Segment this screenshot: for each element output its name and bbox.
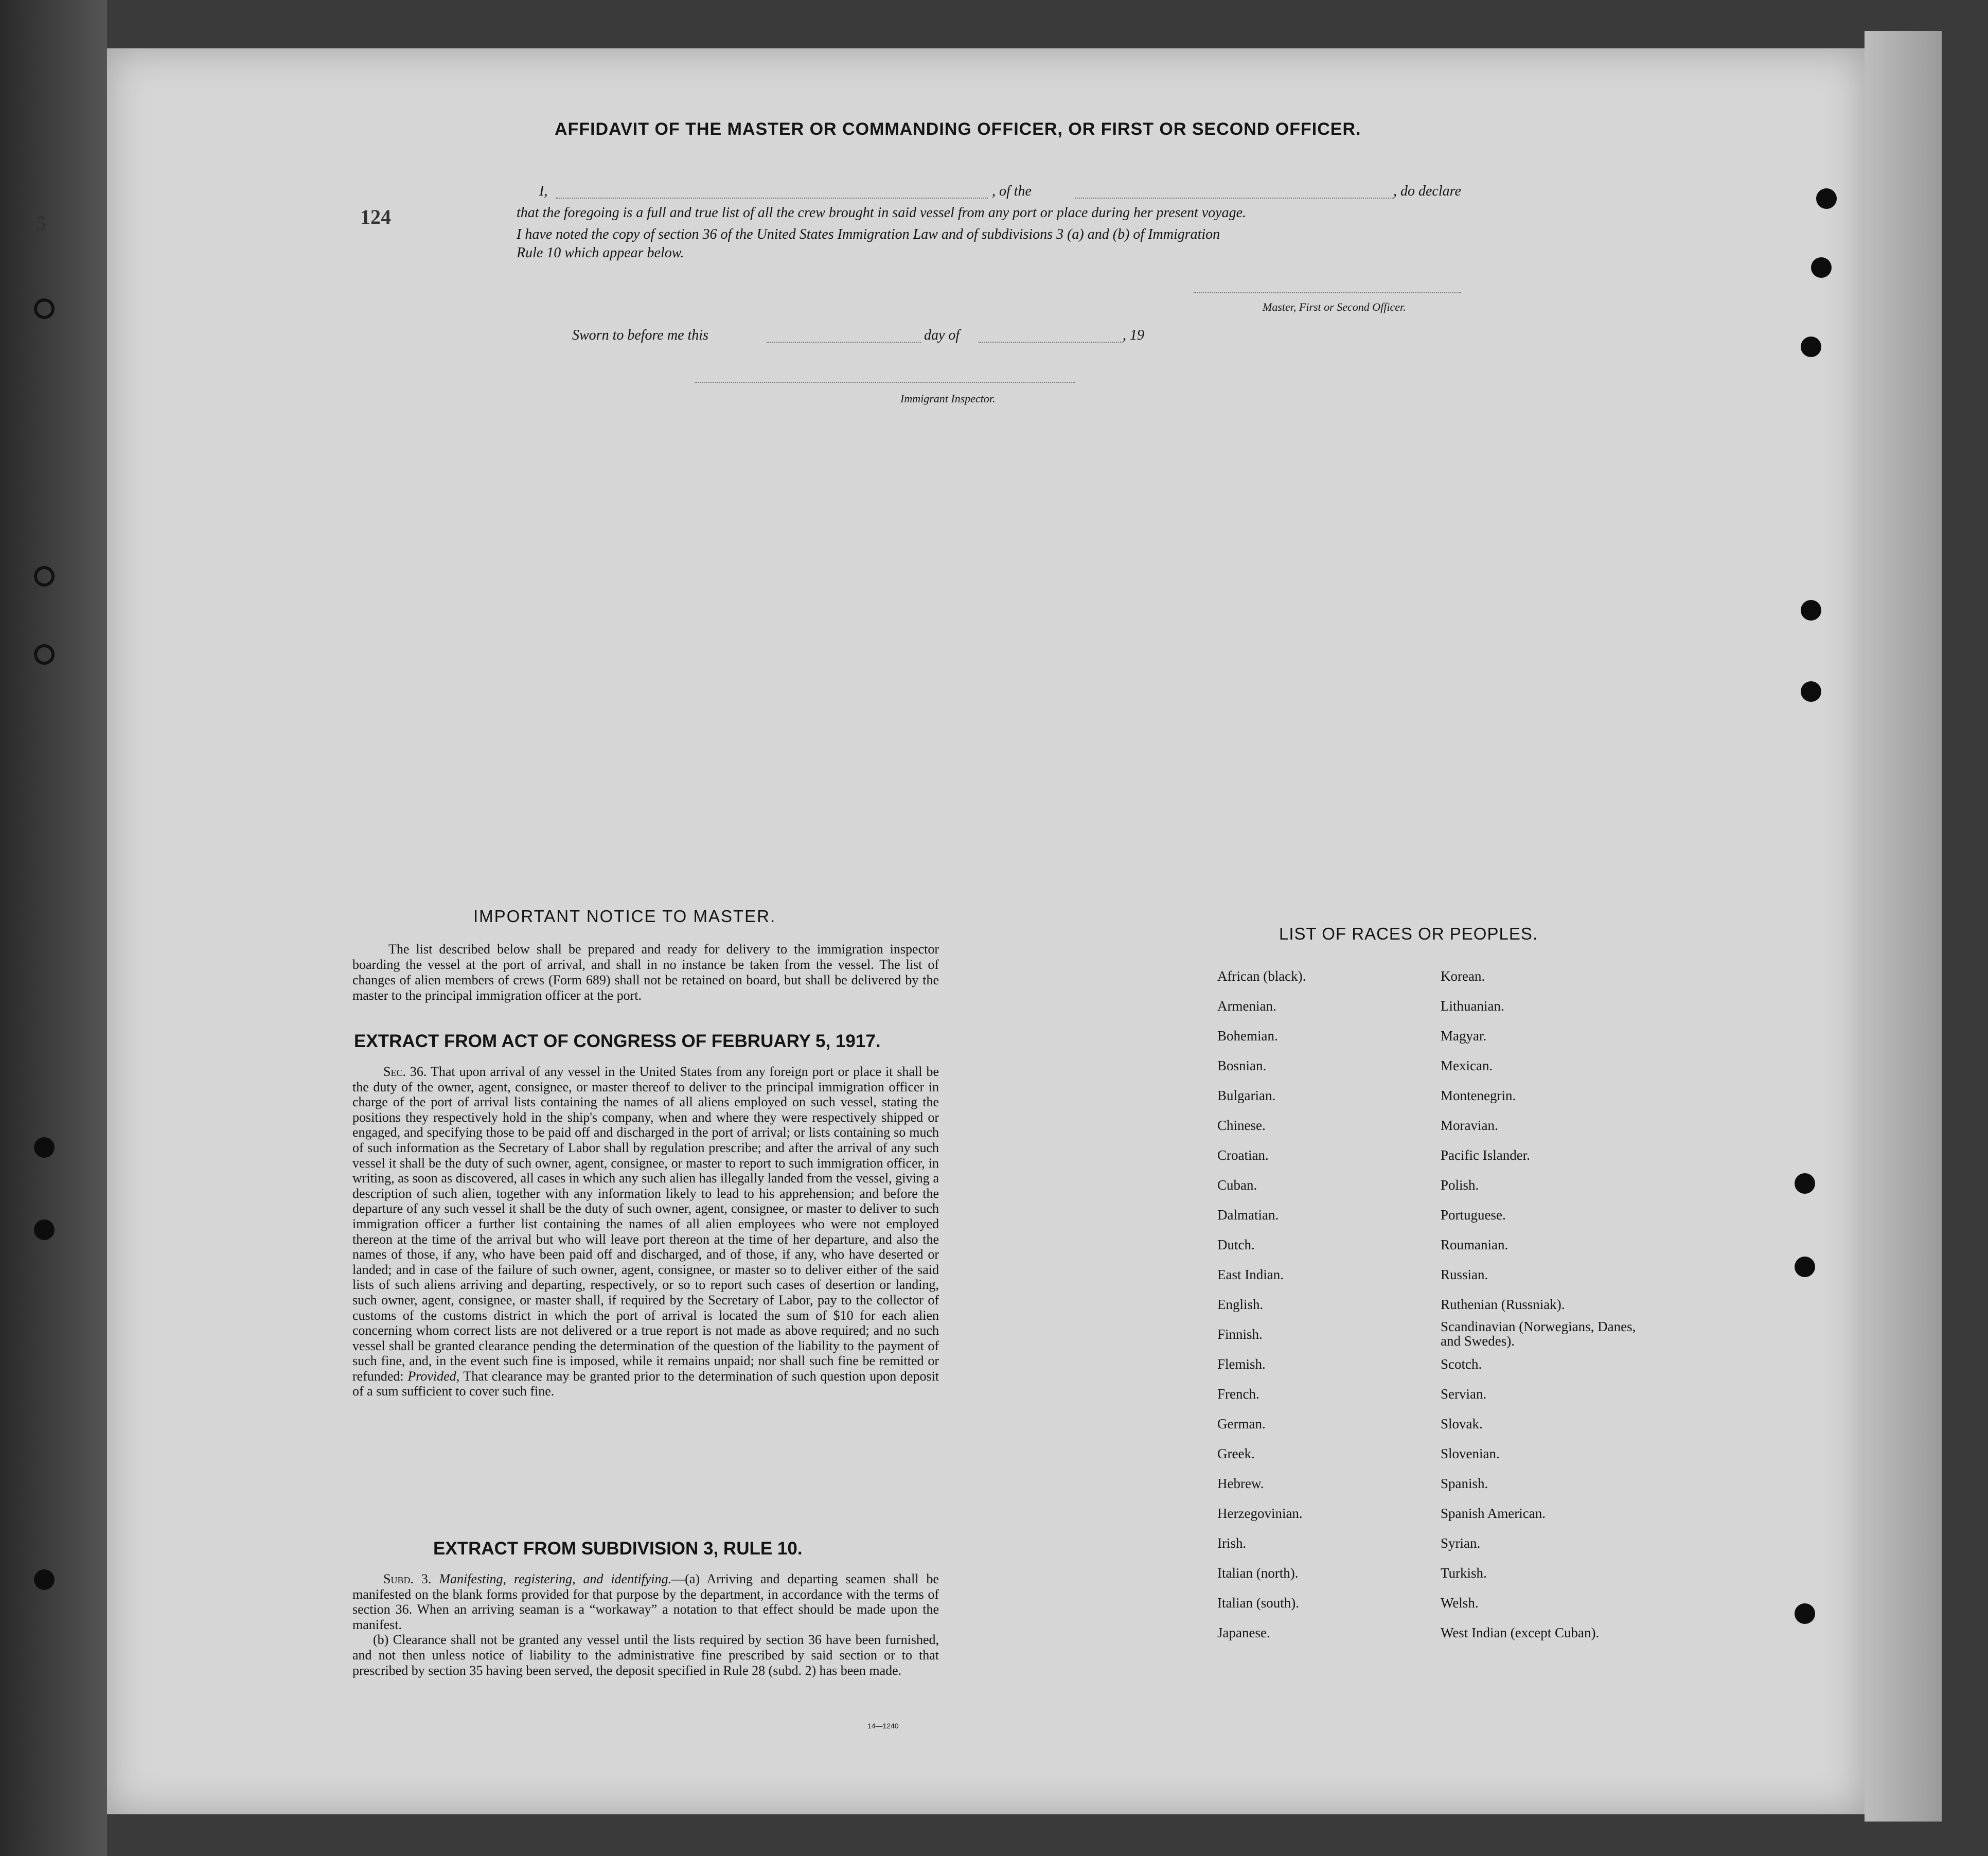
- race-item: African (black).: [1217, 968, 1306, 984]
- race-item: East Indian.: [1217, 1267, 1284, 1282]
- race-item: Croatian.: [1217, 1147, 1269, 1163]
- race-item: Syrian.: [1441, 1535, 1481, 1551]
- race-item: Scandinavian (Norwegians, Danes, and Swedes).: [1441, 1319, 1636, 1349]
- subd-para-a: [352, 1571, 939, 1632]
- race-item: Magyar.: [1441, 1028, 1487, 1044]
- subd-heading: Manifesting, registering, and identifying.: [439, 1571, 672, 1586]
- extract2-body: [352, 1571, 939, 1678]
- sworn-year: , 19: [1123, 327, 1144, 343]
- affidavit-line1-prefix: I,: [539, 183, 548, 199]
- race-item: Dalmatian.: [1217, 1207, 1279, 1223]
- race-item: Cuban.: [1217, 1177, 1257, 1193]
- punch-hole: [34, 298, 55, 319]
- subd-b-label: (b): [373, 1632, 389, 1648]
- master-label: Master, First or Second Officer.: [1263, 301, 1406, 313]
- race-item: Italian (south).: [1217, 1595, 1299, 1611]
- name-blank: [556, 198, 988, 199]
- side-mark: 5: [36, 211, 46, 235]
- subd-para-b-text: Clearance shall not be granted any vessel until the lists required by section 36 have been furnished, and not then unless notice of liability to the administrative fine prescribed by said section or to that prescribed by section 35 having been served, the deposit specified in Rule 28 (subd. 2) has been made.: [352, 1632, 939, 1678]
- notice-title: IMPORTANT NOTICE TO MASTER.: [473, 907, 776, 926]
- race-item: Russian.: [1441, 1267, 1488, 1282]
- inspector-label: Immigrant Inspector.: [900, 392, 996, 405]
- provided-word: Provided,: [407, 1368, 460, 1384]
- punch-hole: [1811, 257, 1832, 278]
- master-signature-line: [1194, 292, 1461, 293]
- punch-hole: [1816, 188, 1837, 209]
- extract1-body: [352, 1064, 939, 1399]
- extract1-title: EXTRACT FROM ACT OF CONGRESS OF FEBRUARY 5, 1917.: [354, 1031, 881, 1051]
- race-item: Flemish.: [1217, 1356, 1266, 1372]
- punch-hole: [34, 1219, 55, 1240]
- punch-hole: [1795, 1257, 1815, 1277]
- stamp-number: 124: [360, 205, 391, 228]
- form-number: 14—1240: [867, 1722, 899, 1730]
- affidavit-line3: I have noted the copy of section 36 of the United States Immigration Law and of subdivisions 3 (a) and (b) of Immigration: [517, 226, 1220, 242]
- race-item: Moravian.: [1441, 1118, 1498, 1133]
- punch-hole: [1795, 1173, 1815, 1194]
- scan-right-strip: [1865, 31, 1942, 1822]
- race-item: Korean.: [1441, 968, 1485, 984]
- races-title: LIST OF RACES OR PEOPLES.: [1279, 924, 1538, 943]
- race-item: Spanish.: [1441, 1476, 1488, 1491]
- subd-para-b: [352, 1632, 939, 1678]
- race-item: Herzegovinian.: [1217, 1506, 1303, 1521]
- race-item: West Indian (except Cuban).: [1441, 1625, 1600, 1640]
- race-item: Bosnian.: [1217, 1058, 1267, 1073]
- race-item: Servian.: [1441, 1386, 1487, 1402]
- sec-label: Sec. 36.: [383, 1064, 427, 1079]
- race-item: Irish.: [1217, 1535, 1247, 1551]
- race-item: Chinese.: [1217, 1118, 1266, 1133]
- punch-hole: [34, 1137, 55, 1158]
- punch-hole: [1801, 337, 1821, 357]
- race-item: Hebrew.: [1217, 1476, 1264, 1491]
- punch-hole: [1801, 681, 1821, 702]
- race-item: Roumanian.: [1441, 1237, 1508, 1252]
- inspector-signature-line: [695, 382, 1075, 383]
- sworn-day: day of: [924, 327, 960, 343]
- punch-hole: [1795, 1603, 1815, 1624]
- race-item: Spanish American.: [1441, 1506, 1546, 1521]
- race-item: Mexican.: [1441, 1058, 1493, 1073]
- sec-body-end: That clearance may be granted prior to the determination of such question upon deposit of a sum sufficient to cover such fine.: [352, 1368, 939, 1399]
- race-item: Japanese.: [1217, 1625, 1270, 1640]
- affidavit-line1-mid: , of the: [992, 183, 1032, 199]
- punch-hole: [34, 1569, 55, 1590]
- race-item: Italian (north).: [1217, 1565, 1299, 1581]
- notice-body: The list described below shall be prepared and ready for delivery to the immigration inspector boarding the vessel at the port of arrival, and shall in no instance be taken from the vessel. The list of changes of alien members of crews (Form 689) shall not be retained on board, but shall be delivered by the master to the principal immigration officer at the port.: [352, 942, 939, 1003]
- punch-hole: [34, 644, 55, 665]
- sec-body: That upon arrival of any vessel in the United States from any foreign port or place it shall be the duty of the owner, agent, consignee, or master thereof to deliver to the principal immigration officer in charge of the port of arrival lists containing the names of all aliens employed on such vessel, stating the positions they respectively hold in the ship's company, when and where they were respectively shipped or engaged, and specifying those to be paid off and discharged in the port of arrival; or lists containing so much of such information as the Secretary of Labor shall by regulation prescribe; and after the arrival of any such vessel it shall be the duty of such owner, agent, consignee, or master to report to such immigration officer, in writing, as soon as discovered, all cases in which any such alien has illegally landed from the vessel, giving a description of such alien, together with any information likely to lead to his apprehension; and before the departure of any such vessel it shall be the duty of such owner, agent, consignee, or master to deliver to such immigration officer a further list containing the names of all alien employees who were not employed thereon at the time of the arrival but who will leave port thereon at the time of her departure, and also the names of those, if any, who have been paid off and discharged, and of those, if any, who have deserted or landed; and in case of the failure of such owner, agent, consignee, or master so to deliver either of the said lists of such aliens arriving and departing, respectively, or so to report such cases of desertion or landing, such owner, agent, consignee, or master shall, if required by the Secretary of Labor, pay to the collector of customs of the customs district in which the port of arrival is located the sum of $10 for each alien concerning whom correct lists are not delivered or a true report is not made as above required; and no such vessel shall be granted clearance pending the determination of the question of the liability to the payment of such fine, and, in the event such fine is imposed, while it remains unpaid; nor shall such fine be remitted or refunded:: [352, 1064, 939, 1384]
- affidavit-line4: Rule 10 which appear below.: [517, 245, 684, 261]
- affidavit-line1-end: , do declare: [1393, 183, 1461, 199]
- sworn-day-blank: [767, 342, 921, 343]
- race-item: French.: [1217, 1386, 1259, 1402]
- document-page: [107, 48, 1865, 1814]
- race-item: Welsh.: [1441, 1595, 1479, 1611]
- race-item: Slovak.: [1441, 1416, 1483, 1431]
- extract2-title: EXTRACT FROM SUBDIVISION 3, RULE 10.: [433, 1539, 803, 1559]
- vessel-blank: [1075, 198, 1394, 199]
- punch-hole: [34, 566, 55, 587]
- race-item: Greek.: [1217, 1446, 1255, 1461]
- race-item: Slovenian.: [1441, 1446, 1500, 1461]
- race-item: Turkish.: [1441, 1565, 1487, 1581]
- affidavit-line2: that the foregoing is a full and true list of all the crew brought in said vessel from any port or place during her present voyage.: [517, 205, 1247, 221]
- race-item: Ruthenian (Russniak).: [1441, 1297, 1565, 1312]
- race-item: Polish.: [1441, 1177, 1479, 1193]
- race-item: Armenian.: [1217, 998, 1276, 1014]
- affidavit-title: AFFIDAVIT OF THE MASTER OR COMMANDING OFFICER, OR FIRST OR SECOND OFFICER.: [555, 119, 1361, 139]
- subd-para-a-text: —(a) Arriving and departing seamen shall be manifested on the blank forms provided for that purpose by the department, in accordance with the terms of section 36. When an arriving seaman is a “workaway” a notation to that effect should be made upon the manifest.: [352, 1571, 939, 1632]
- race-item: Scotch.: [1441, 1356, 1482, 1372]
- race-item: Portuguese.: [1441, 1207, 1506, 1223]
- race-item: Bulgarian.: [1217, 1088, 1276, 1103]
- race-item: Lithuanian.: [1441, 998, 1504, 1014]
- sworn-month-blank: [979, 342, 1123, 343]
- race-item: Dutch.: [1217, 1237, 1255, 1252]
- race-item: English.: [1217, 1297, 1264, 1312]
- punch-hole: [1801, 600, 1821, 621]
- sworn-prefix: Sworn to before me this: [572, 327, 708, 343]
- race-item: Finnish.: [1217, 1327, 1263, 1342]
- subd-label: Subd. 3.: [383, 1571, 432, 1586]
- race-item: German.: [1217, 1416, 1266, 1431]
- race-item: Montenegrin.: [1441, 1088, 1516, 1103]
- race-item: Pacific Islander.: [1441, 1147, 1530, 1163]
- race-item: Bohemian.: [1217, 1028, 1278, 1044]
